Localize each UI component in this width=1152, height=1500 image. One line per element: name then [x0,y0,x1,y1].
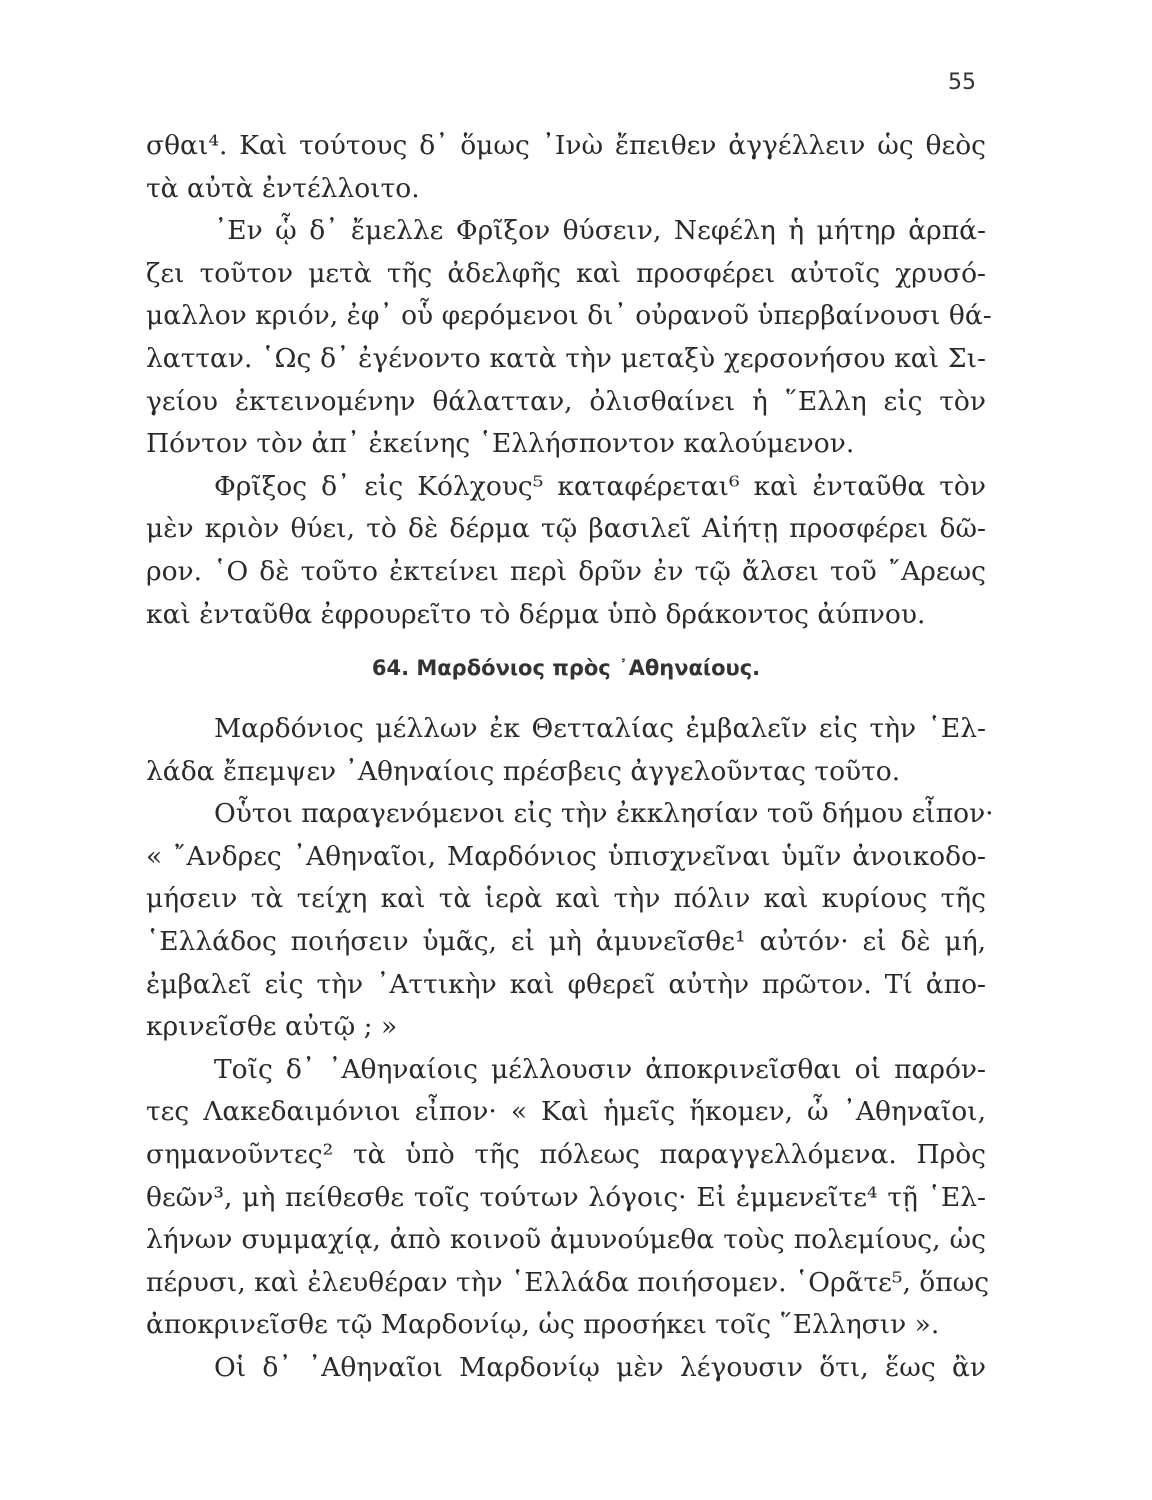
text-line: καὶ ἐνταῦθα ἐφρουρεῖτο τὸ δέρμα ὑπὸ δράκοντος ἀύπνου. [146,598,926,630]
text-line: θεῶν³, μὴ πείθεσθε τοῖς τούτων λόγοις· Εἰ ἐμμενεῖτε⁴ τῇ ῾Ελ- [146,1181,986,1213]
text-line: πέρυσι, καὶ ἐλευθέραν τὴν ῾Ελλάδα ποιήσομεν. ῾Ορᾶτε⁵, ὅπως [146,1266,990,1298]
text-line: τὰ αὐτὰ ἐντέλλοιτο. [146,172,420,204]
text-line: ᾿Εν ᾧ δ᾿ ἔμελλε Φρῖξον θύσειν, Νεφέλη ἡ μήτηρ ἁρπά- [214,215,986,247]
text-line: Μαρδόνιος μέλλων ἐκ Θετταλίας ἐμβαλεῖν εἰς τὴν ῾Ελ- [214,713,986,744]
text-line: σημανοῦντες² τὰ ὑπὸ τῆς πόλεως παραγγελλόμενα. Πρὸς [146,1138,986,1170]
text-line: « ῎Ανδρες ᾿Αθηναῖοι, Μαρδόνιος ὑπισχνεῖναι ὑμῖν ἀνοικοδο- [146,840,986,872]
text-line: μὲν κριὸν θύει, τὸ δὲ δέρμα τῷ βασιλεῖ Αἰήτῃ προσφέρει δῶ- [146,513,986,545]
section-heading: 64. Μαρδόνιος πρὸς ᾿Αθηναίους. [371,656,761,680]
text-line: ρον. ῾Ο δὲ τοῦτο ἐκτείνει περὶ δρῦν ἐν τῷ ἄλσει τοῦ ῎Αρεως [146,555,986,587]
text-line: ῾Ελλάδος ποιήσειν ὑμᾶς, εἰ μὴ ἀμυνεῖσθε¹ αὐτόν· εἰ δὲ μή, [146,925,986,957]
text-line: ἀποκρινεῖσθε τῷ Μαρδονίῳ, ὡς προσήκει τοῖς ῞Ελλησιν ». [146,1309,940,1341]
text-line: τες Λακεδαιμόνιοι εἶπον· « Καὶ ἡμεῖς ἥκομεν, ὦ ᾿Αθηναῖοι, [146,1096,986,1128]
text-line: μήσειν τὰ τείχη καὶ τὰ ἱερὰ καὶ τὴν πόλιν καὶ κυρίους τῆς [146,883,986,915]
text-line: λήνων συμμαχίᾳ, ἀπὸ κοινοῦ ἀμυνούμεθα τοὺς πολεμίους, ὡς [146,1224,986,1256]
text-line: γείου ἐκτεινομένην θάλατταν, ὀλισθαίνει ἡ ῞Ελλη εἰς τὸν [146,385,986,417]
text-line: μαλλον κριόν, ἐφ᾿ οὗ φερόμενοι δι᾿ οὐρανοῦ ὑπερβαίνουσι θά- [146,300,992,332]
text-line: λάδα ἔπεμψεν ᾿Αθηναίοις πρέσβεις ἀγγελοῦντας τοῦτο. [146,755,901,787]
page-number: 55 [948,70,976,95]
text-line: ἐμβαλεῖ εἰς τὴν ᾿Αττικὴν καὶ φθερεῖ αὐτὴν πρῶτον. Τί ἀπο- [146,968,986,1000]
text-line: Φρῖξος δ᾿ εἰς Κόλχους⁵ καταφέρεται⁶ καὶ ἐνταῦθα τὸν [214,470,986,502]
text-line: Οὗτοι παραγενόμενοι εἰς τὴν ἐκκλησίαν τοῦ δήμου εἶπον· [214,798,994,830]
text-line: Οἱ δ᾿ ᾿Αθηναῖοι Μαρδονίῳ μὲν λέγουσιν ὅτι, ἕως ἂν [214,1351,986,1383]
text-line: κρινεῖσθε αὐτῷ ; » [146,1011,398,1043]
text-line: ζει τοῦτον μετὰ τῆς ἀδελφῆς καὶ προσφέρει αὐτοῖς χρυσό- [146,257,986,289]
text-line: λατταν. ῾Ως δ᾿ ἐγένοντο κατὰ τὴν μεταξὺ χερσονήσου καὶ Σι- [146,342,986,374]
text-line: Τοῖς δ᾿ ᾿Αθηναίοις μέλλουσιν ἀποκρινεῖσθαι οἱ παρόν- [214,1053,986,1085]
body-text-bottom [146,708,994,1390]
body-text-top [146,125,992,636]
text-line: σθαι⁴. Καὶ τούτους δ᾿ ὅμως ᾿Ινὼ ἔπειθεν ἀγγέλλειν ὡς θεὸς [146,130,986,161]
text-line: Πόντον τὸν ἀπ᾿ ἐκείνης ῾Ελλήσποντον καλούμενον. [146,428,855,460]
